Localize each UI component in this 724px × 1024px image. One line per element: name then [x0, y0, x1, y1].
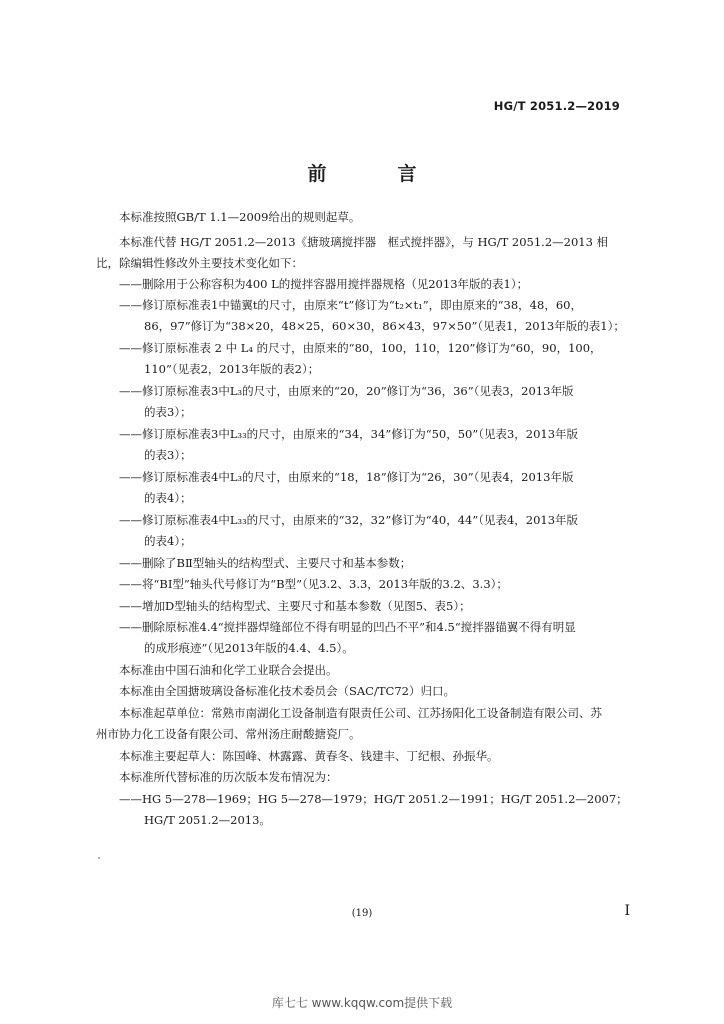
list-item-cont: 的表3）；	[144, 405, 192, 419]
paragraph-line: 本标准起草单位：常熟市南湖化工设备制造有限责任公司、江苏扬阳化工设备制造有限公司、苏	[119, 706, 602, 720]
paragraph-line: 本标准主要起草人：陈国峰、林露露、黄春冬、钱建丰、丁纪根、孙振华。	[119, 749, 499, 763]
page-number: (19)	[351, 908, 373, 919]
list-item-cont: 的表3）；	[144, 448, 192, 462]
page-title: 前 言	[307, 163, 443, 185]
list-item: ——修订原标准表4中L₃的尺寸，由原来的“18，18”修订为“26，30”（见表4，2013年版	[119, 470, 574, 484]
standard-code: HG/T 2051.2—2019	[493, 99, 620, 113]
list-item: ——删除用于公称容积为400 L的搅拌容器用搅拌器规格（见2013年版的表1）；	[119, 277, 529, 291]
list-item: ——修订原标准表4中L₃₃的尺寸，由原来的“32，32”修订为“40，44”（见表4，2013年版	[119, 513, 579, 527]
list-item: ——删除原标准4.4“搅拌器焊缝部位不得有明显的凹凸不平”和4.5“搅拌器锚翼不得有明显	[119, 620, 576, 634]
list-item-cont: 110”（见表2，2013年版的表2）；	[144, 362, 320, 376]
paragraph-line: 比，除编辑性修改外主要技术变化如下：	[96, 256, 303, 270]
list-item: ——修订原标准表 2 中 L₄ 的尺寸，由原来的“80，100，110，120”修订为“60，90，100，	[119, 341, 602, 355]
roman-page-number: I	[624, 903, 630, 919]
list-item-cont: HG/T 2051.2—2013。	[144, 813, 271, 827]
download-watermark: 库七七 www.kqqw.com提供下载	[271, 996, 453, 1010]
paragraph-line: 本标准由中国石油和化学工业联合会提出。	[119, 663, 338, 677]
list-item: ——HG 5—278—1969；HG 5—278—1979；HG/T 2051.2—1991；HG/T 2051.2—2007；	[119, 792, 628, 806]
paragraph-line: 州市协力化工设备有限公司、常州汤庄耐酸搪瓷厂。	[96, 727, 361, 741]
paragraph-line: 本标准所代替标准的历次版本发布情况为：	[119, 770, 338, 784]
list-item: ——修订原标准表3中L₃₃的尺寸，由原来的“34，34”修订为“50，50”（见表3，2013年版	[119, 427, 579, 441]
list-item-cont: 的成形痕迹”（见2013年版的4.4、4.5）。	[144, 641, 354, 655]
list-item-cont: 86，97”修订为“38×20，48×25，60×30，86×43，97×50”（见表1，2013年版的表1）；	[144, 319, 625, 333]
list-item: ——增加D型轴头的结构型式、主要尺寸和基本参数（见图5、表5）；	[119, 599, 471, 613]
list-item: ——修订原标准表1中锚翼t的尺寸，由原来“t”修订为“t₂×t₁”，即由原来的“38，48，60，	[119, 298, 582, 312]
list-item-cont: 的表4）；	[144, 534, 192, 548]
paragraph-line: 本标准由全国搪玻璃设备标准化技术委员会（SAC/TC72）归口。	[119, 684, 455, 698]
list-item: ——修订原标准表3中L₃的尺寸，由原来的“20，20”修订为“36，36”（见表3，2013年版	[119, 384, 574, 398]
paragraph-line: 本标准按照GB/T 1.1—2009给出的规则起草。	[119, 210, 361, 224]
paragraph-line: 本标准代替 HG/T 2051.2—2013《搪玻璃搅拌器 框式搅拌器》，与 HG/T 2051.2—2013 相	[119, 235, 609, 249]
list-item: ——删除了BⅡ型轴头的结构型式、主要尺寸和基本参数；	[119, 556, 412, 570]
list-item: ——将“BⅠ型”轴头代号修订为“B型”（见3.2、3.3，2013年版的3.2、3.3）；	[119, 577, 508, 591]
list-item-cont: 的表4）；	[144, 491, 192, 505]
scan-speck	[98, 857, 100, 859]
